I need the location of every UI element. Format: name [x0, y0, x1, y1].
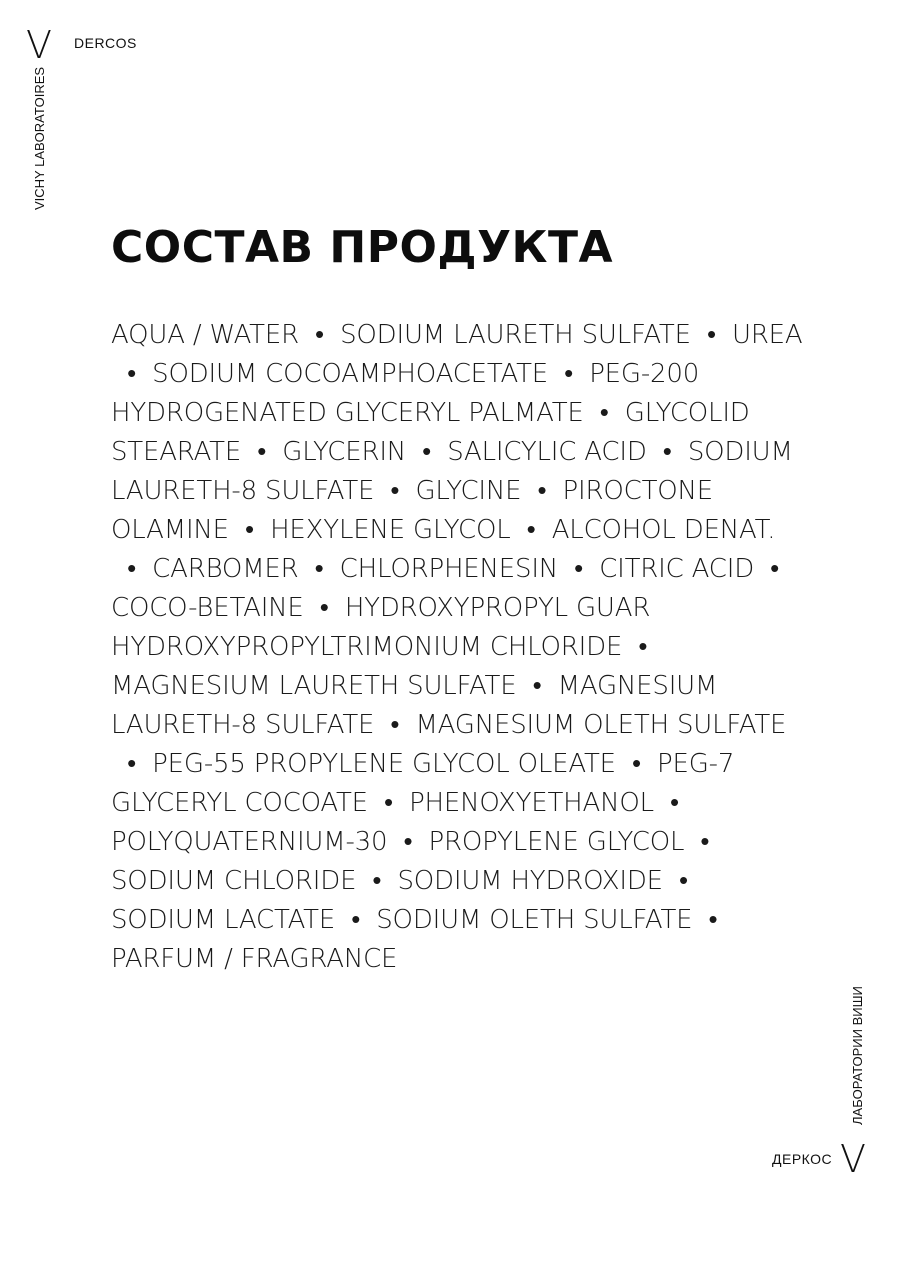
ingredients-line: HYDROGENATED GLYCERYL PALMATE • GLYCOLID — [111, 398, 750, 428]
ingredients-list — [111, 316, 831, 979]
ingredients-line: STEARATE • GLYCERIN • SALICYLIC ACID • SODIUM — [111, 437, 793, 467]
vertical-label-left: VICHY LABORATOIRES — [32, 66, 47, 210]
ingredients-line: AQUA / WATER • SODIUM LAURETH SULFATE • UREA — [111, 320, 803, 350]
brand-name-bottom: ДЕРКОС — [772, 1151, 833, 1167]
ingredients-line: • CARBOMER • CHLORPHENESIN • CITRIC ACID • — [111, 554, 780, 584]
ingredients-line: POLYQUATERNIUM-30 • PROPYLENE GLYCOL • — [111, 827, 710, 857]
page-title: СОСТАВ ПРОДУКТА — [111, 222, 614, 273]
ingredients-line: PARFUM / FRAGRANCE — [111, 944, 398, 974]
ingredients-line: COCO-BETAINE • HYDROXYPROPYL GUAR — [111, 593, 651, 623]
ingredients-line: GLYCERYL COCOATE • PHENOXYETHANOL • — [111, 788, 679, 818]
ingredients-line: • SODIUM COCOAMPHOACETATE • PEG-200 — [111, 359, 700, 389]
ingredients-line: LAURETH-8 SULFATE • GLYCINE • PIROCTONE — [111, 476, 713, 506]
vichy-logo-top: V — [26, 23, 52, 67]
ingredients-line: • PEG-55 PROPYLENE GLYCOL OLEATE • PEG-7 — [111, 749, 735, 779]
ingredients-line: MAGNESIUM LAURETH SULFATE • MAGNESIUM — [111, 671, 718, 701]
vichy-logo-bottom: V — [840, 1137, 866, 1181]
ingredients-line: SODIUM CHLORIDE • SODIUM HYDROXIDE • — [111, 866, 688, 896]
vertical-label-right: ЛАБОРАТОРИИ ВИШИ — [850, 986, 865, 1125]
ingredients-line: OLAMINE • HEXYLENE GLYCOL • ALCOHOL DENAT. — [111, 515, 776, 545]
ingredients-line: HYDROXYPROPYLTRIMONIUM CHLORIDE • — [111, 632, 648, 662]
ingredients-line: LAURETH-8 SULFATE • MAGNESIUM OLETH SULFATE — [111, 710, 787, 740]
vertical-label-left-wrap — [32, 66, 48, 350]
ingredients-line: SODIUM LACTATE • SODIUM OLETH SULFATE • — [111, 905, 718, 935]
brand-name-top: DERCOS — [74, 35, 137, 51]
